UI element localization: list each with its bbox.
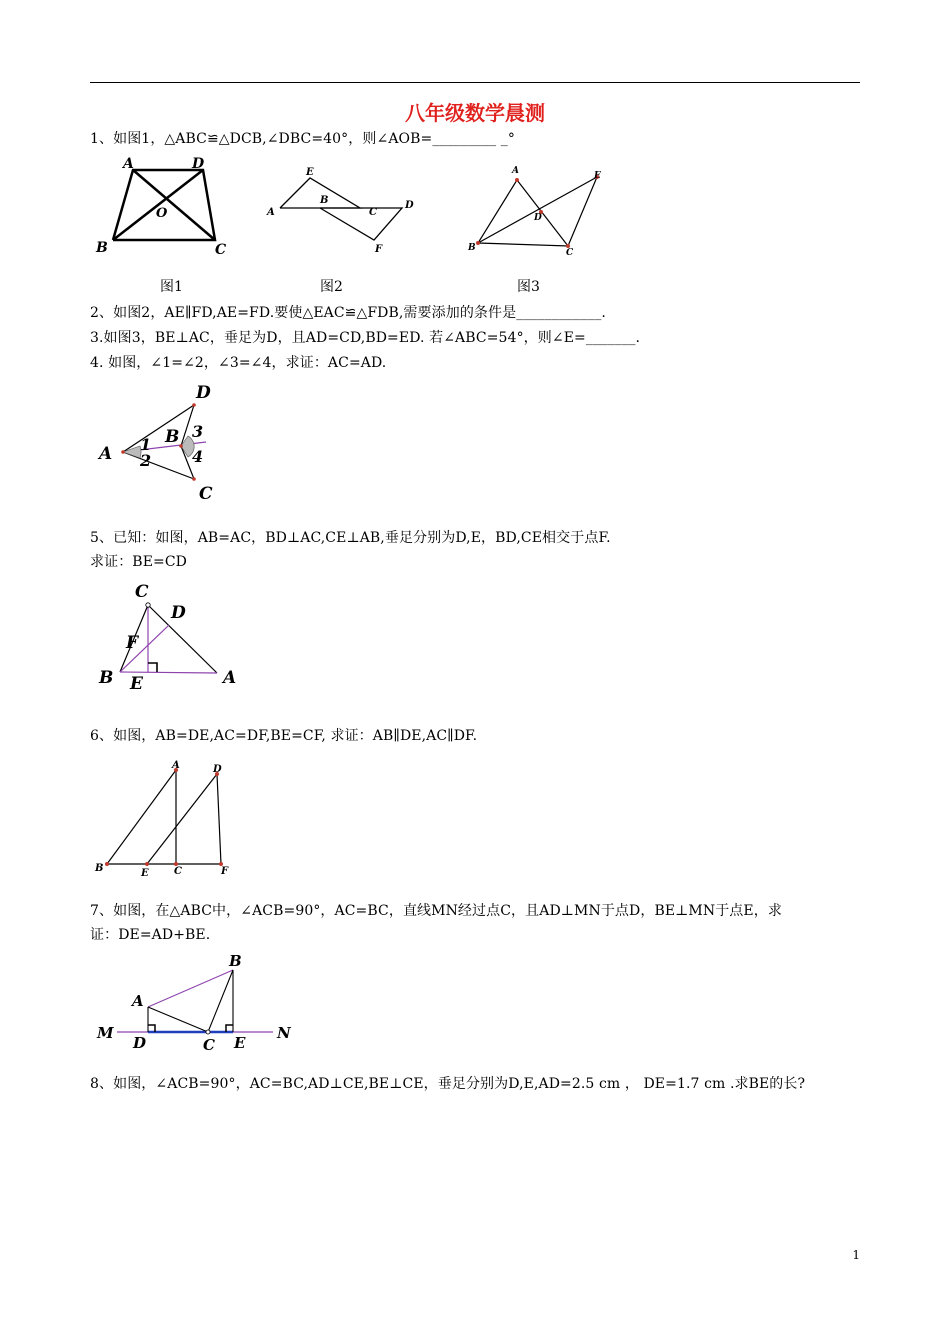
question-7: 7、如图，在△ABC中，∠ACB=90°，AC=BC，直线MN经过点C，且AD⊥MN于点D，BE⊥MN于点E，求 — [90, 903, 782, 919]
q4-label-1: 1 — [140, 435, 152, 454]
q5-label-b: B — [99, 668, 114, 688]
figure-1 — [90, 150, 250, 260]
caption-figure-2: 图2 — [320, 279, 343, 295]
fig3-label-b: B — [468, 243, 476, 253]
question-6: 6、如图，AB=DE,AC=DF,BE=CF, 求证：AB∥DE,AC∥DF. — [90, 728, 478, 744]
q7-label-e: E — [234, 1034, 246, 1052]
q5-label-f: F — [126, 633, 139, 653]
fig2-label-a: A — [267, 207, 275, 218]
fig2-label-c: C — [369, 207, 377, 218]
q7-label-n: N — [277, 1024, 291, 1042]
caption-figure-1: 图1 — [160, 279, 183, 295]
q4-label-c: C — [199, 484, 213, 504]
question-3: 3.如图3，BE⊥AC，垂足为D，且AD=CD,BD=ED. 若∠ABC=54°，则∠E=_______. — [90, 330, 641, 346]
q6-label-b: B — [95, 863, 104, 874]
q5-label-a: A — [223, 668, 237, 688]
question-5: 5、已知：如图，AB=AC，BD⊥AC,CE⊥AB,垂足分别为D,E，BD,CE相交于点F. — [90, 530, 611, 546]
fig1-label-b: B — [96, 240, 108, 256]
fig3-label-a: A — [512, 166, 519, 176]
q6-label-a: A — [172, 760, 180, 771]
caption-figure-3: 图3 — [517, 279, 540, 295]
fig1-label-c: C — [215, 242, 227, 258]
fig1-label-d: D — [192, 156, 205, 172]
fig2-label-e: E — [306, 167, 314, 178]
q4-label-b: B — [165, 427, 180, 447]
figure-3 — [460, 160, 620, 260]
q6-label-d: D — [213, 764, 222, 775]
header-rule — [90, 82, 860, 83]
fig2-label-b: B — [320, 195, 329, 206]
fig2-label-f: F — [375, 244, 383, 255]
q4-label-d: D — [196, 383, 211, 403]
q4-label-4: 4 — [192, 447, 204, 466]
question-8: 8、如图，∠ACB=90°，AC=BC,AD⊥CE,BE⊥CE，垂足分别为D,E,AD=2.5 cm ， DE=1.7 cm .求BE的长? — [90, 1076, 806, 1092]
figure-q5 — [90, 575, 250, 695]
question-4: 4. 如图，∠1=∠2，∠3=∠4，求证：AC=AD. — [90, 355, 387, 371]
fig3-label-c: C — [566, 248, 574, 258]
question-5-prove: 求证：BE=CD — [90, 554, 187, 570]
q7-label-b: B — [229, 952, 242, 970]
figure-q6 — [90, 758, 250, 883]
q6-label-c: C — [174, 866, 182, 877]
fig3-label-e: E — [594, 171, 601, 181]
question-7-prove: 证：DE=AD+BE. — [90, 927, 211, 943]
figure-q7 — [90, 948, 310, 1058]
q5-label-c: C — [135, 582, 149, 602]
page-title: 八年级数学晨测 — [405, 101, 545, 125]
q6-label-e: E — [141, 868, 149, 879]
q5-label-d: D — [171, 603, 186, 623]
fig3-label-d: D — [534, 213, 542, 223]
page-number: 1 — [852, 1248, 860, 1262]
fig2-label-d: D — [405, 200, 414, 211]
question-2: 2、如图2，AE∥FD,AE=FD.要使△EAC≌△FDB,需要添加的条件是____________. — [90, 305, 606, 321]
q6-label-f: F — [221, 866, 229, 877]
q7-label-a: A — [132, 992, 144, 1010]
q7-label-m: M — [97, 1024, 114, 1042]
q7-label-c: C — [203, 1036, 215, 1054]
q4-label-2: 2 — [140, 451, 152, 470]
question-1: 1、如图1，△ABC≌△DCB,∠DBC=40°，则∠AOB=_________ _° — [90, 131, 515, 147]
q4-label-a: A — [99, 444, 113, 464]
q5-label-e: E — [130, 674, 143, 694]
fig1-label-o: O — [156, 206, 168, 221]
fig1-label-a: A — [123, 156, 134, 172]
figure-2 — [262, 160, 422, 260]
q7-label-d: D — [133, 1034, 147, 1052]
q4-label-3: 3 — [192, 422, 204, 441]
figure-q4 — [90, 380, 230, 505]
